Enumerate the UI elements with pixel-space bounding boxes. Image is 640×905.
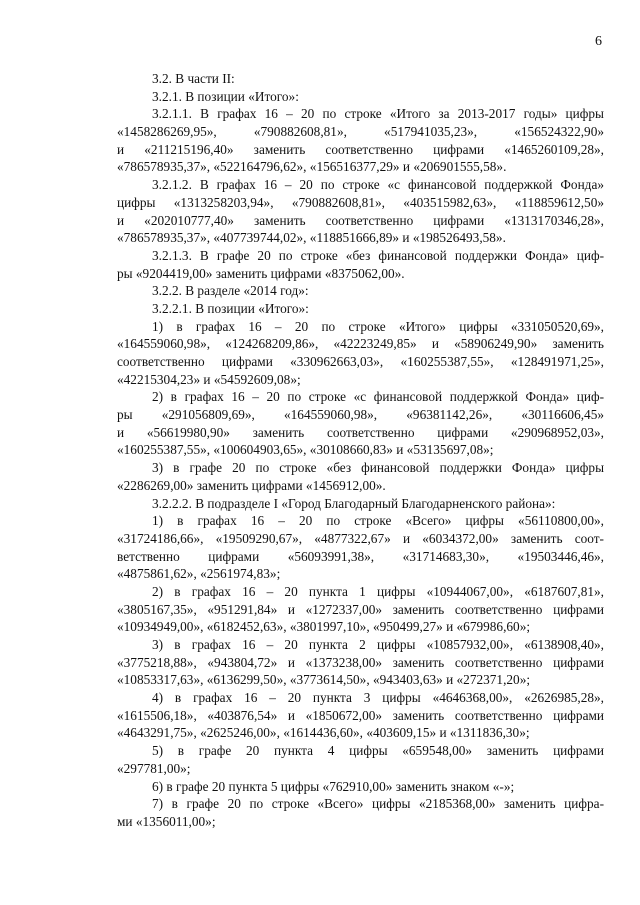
text-line: и «211215196,40» заменить соответственно цифрами «1465260109,28», [117,141,604,157]
text-line: 2) в графах 16 – 20 пункта 1 цифры «10944067,00», «6187607,81», [152,583,604,599]
text-line: 5) в графе 20 пункта 4 цифры «659548,00» заменить цифрами [152,743,604,759]
text-line: 6) в графе 20 пункта 5 цифры «762910,00» заменить знаком «-»; [152,778,515,794]
text-line: цифры «1313258203,94», «790882608,81», «403515982,63», «118859612,50» [117,194,604,210]
text-line: 3.2.1.3. В графе 20 по строке «без финансовой поддержки Фонда» циф- [152,247,604,263]
text-line: 3.2. В части II: [152,71,235,86]
text-line: «1615506,18», «403876,54» и «1850672,00» заменить соответственно цифрами [117,707,604,723]
text-line: «10853317,63», «6136299,50», «3773614,50», «943403,63» и «272371,20»; [117,672,531,688]
text-line: 4) в графах 16 – 20 пункта 3 цифры «4646368,00», «2626985,28», [152,690,604,706]
text-line: «3775218,88», «943804,72» и «1373238,00» заменить соответственно цифрами [117,654,604,670]
text-line: 1) в графах 16 – 20 по строке «Всего» цифры «56110800,00», [152,513,604,529]
text-line: «3805167,35», «951291,84» и «1272337,00» заменить соответственно цифрами [117,601,604,617]
text-line: 3.2.1.1. В графах 16 – 20 по строке «Итого за 2013-2017 годы» цифры [152,106,604,122]
document-body [117,70,604,831]
text-line: 1) в графах 16 – 20 по строке «Итого» цифры «331050520,69», [152,318,604,334]
text-line: ветственно цифрами «56093991,38», «31714683,30», «19503446,46», [117,548,604,564]
page-number: 6 [595,34,602,49]
text-line: 3.2.2. В разделе «2014 год»: [152,283,309,299]
text-line: 7) в графе 20 по строке «Всего» цифры «2185368,00» заменить цифра- [152,796,604,812]
text-line: «1458286269,95», «790882608,81», «517941035,23», «156524322,90» [117,124,604,140]
text-line: «31724186,66», «19509290,67», «4877322,67» и «6034372,00» заменить соот- [117,530,604,546]
text-line: «164559060,98», «124268209,86», «42223249,85» и «58906249,90» заменить [117,336,604,352]
text-line: соответственно цифрами «330962663,03», «160255387,55», «128491971,25», [117,354,604,369]
text-line: ми «1356011,00»; [117,813,216,829]
text-line: «4875861,62», «2561974,83»; [117,566,281,582]
text-line: «10934949,00», «6182452,63», «3801997,10», «950499,27» и «679986,60»; [117,619,531,635]
text-line: 3.2.1. В позиции «Итого»: [152,88,299,104]
text-line: «4643291,75», «2625246,00», «1614436,60», «403609,15» и «1311836,30»; [117,725,530,741]
text-line: «786578935,37», «522164796,62», «156516377,29» и «206901555,58». [117,159,507,175]
text-line: «42215304,23» и «54592609,08»; [117,371,301,387]
text-line: «160255387,55», «100604903,65», «30108660,83» и «53135697,08»; [117,442,494,458]
text-line: ры «291056809,69», «164559060,98», «96381142,26», «30116606,45» [117,407,604,423]
text-line: и «56619980,90» заменить соответственно цифрами «290968952,03», [117,424,604,440]
text-line: 2) в графах 16 – 20 по строке «с финансовой поддержкой Фонда» циф- [152,389,604,405]
text-line: 3.2.1.2. В графах 16 – 20 по строке «с финансовой поддержкой Фонда» [152,177,604,193]
text-line: ры «9204419,00» заменить цифрами «8375062,00». [117,265,405,281]
text-line: 3) в графах 16 – 20 пункта 2 цифры «10857932,00», «6138908,40», [152,637,604,652]
text-line: и «202010777,40» заменить соответственно цифрами «1313170346,28», [117,212,604,228]
text-line: «297781,00»; [117,760,191,776]
text-line: «786578935,37», «407739744,02», «118851666,89» и «198526493,58». [117,230,506,246]
text-line: 3) в графе 20 по строке «без финансовой поддержки Фонда» цифры [152,460,604,476]
text-line: «2286269,00» заменить цифрами «1456912,00». [117,477,386,493]
text-line: 3.2.2.1. В позиции «Итого»: [152,300,309,316]
text-line: 3.2.2.2. В подразделе I «Город Благодарный Благодарненского района»: [152,495,556,511]
